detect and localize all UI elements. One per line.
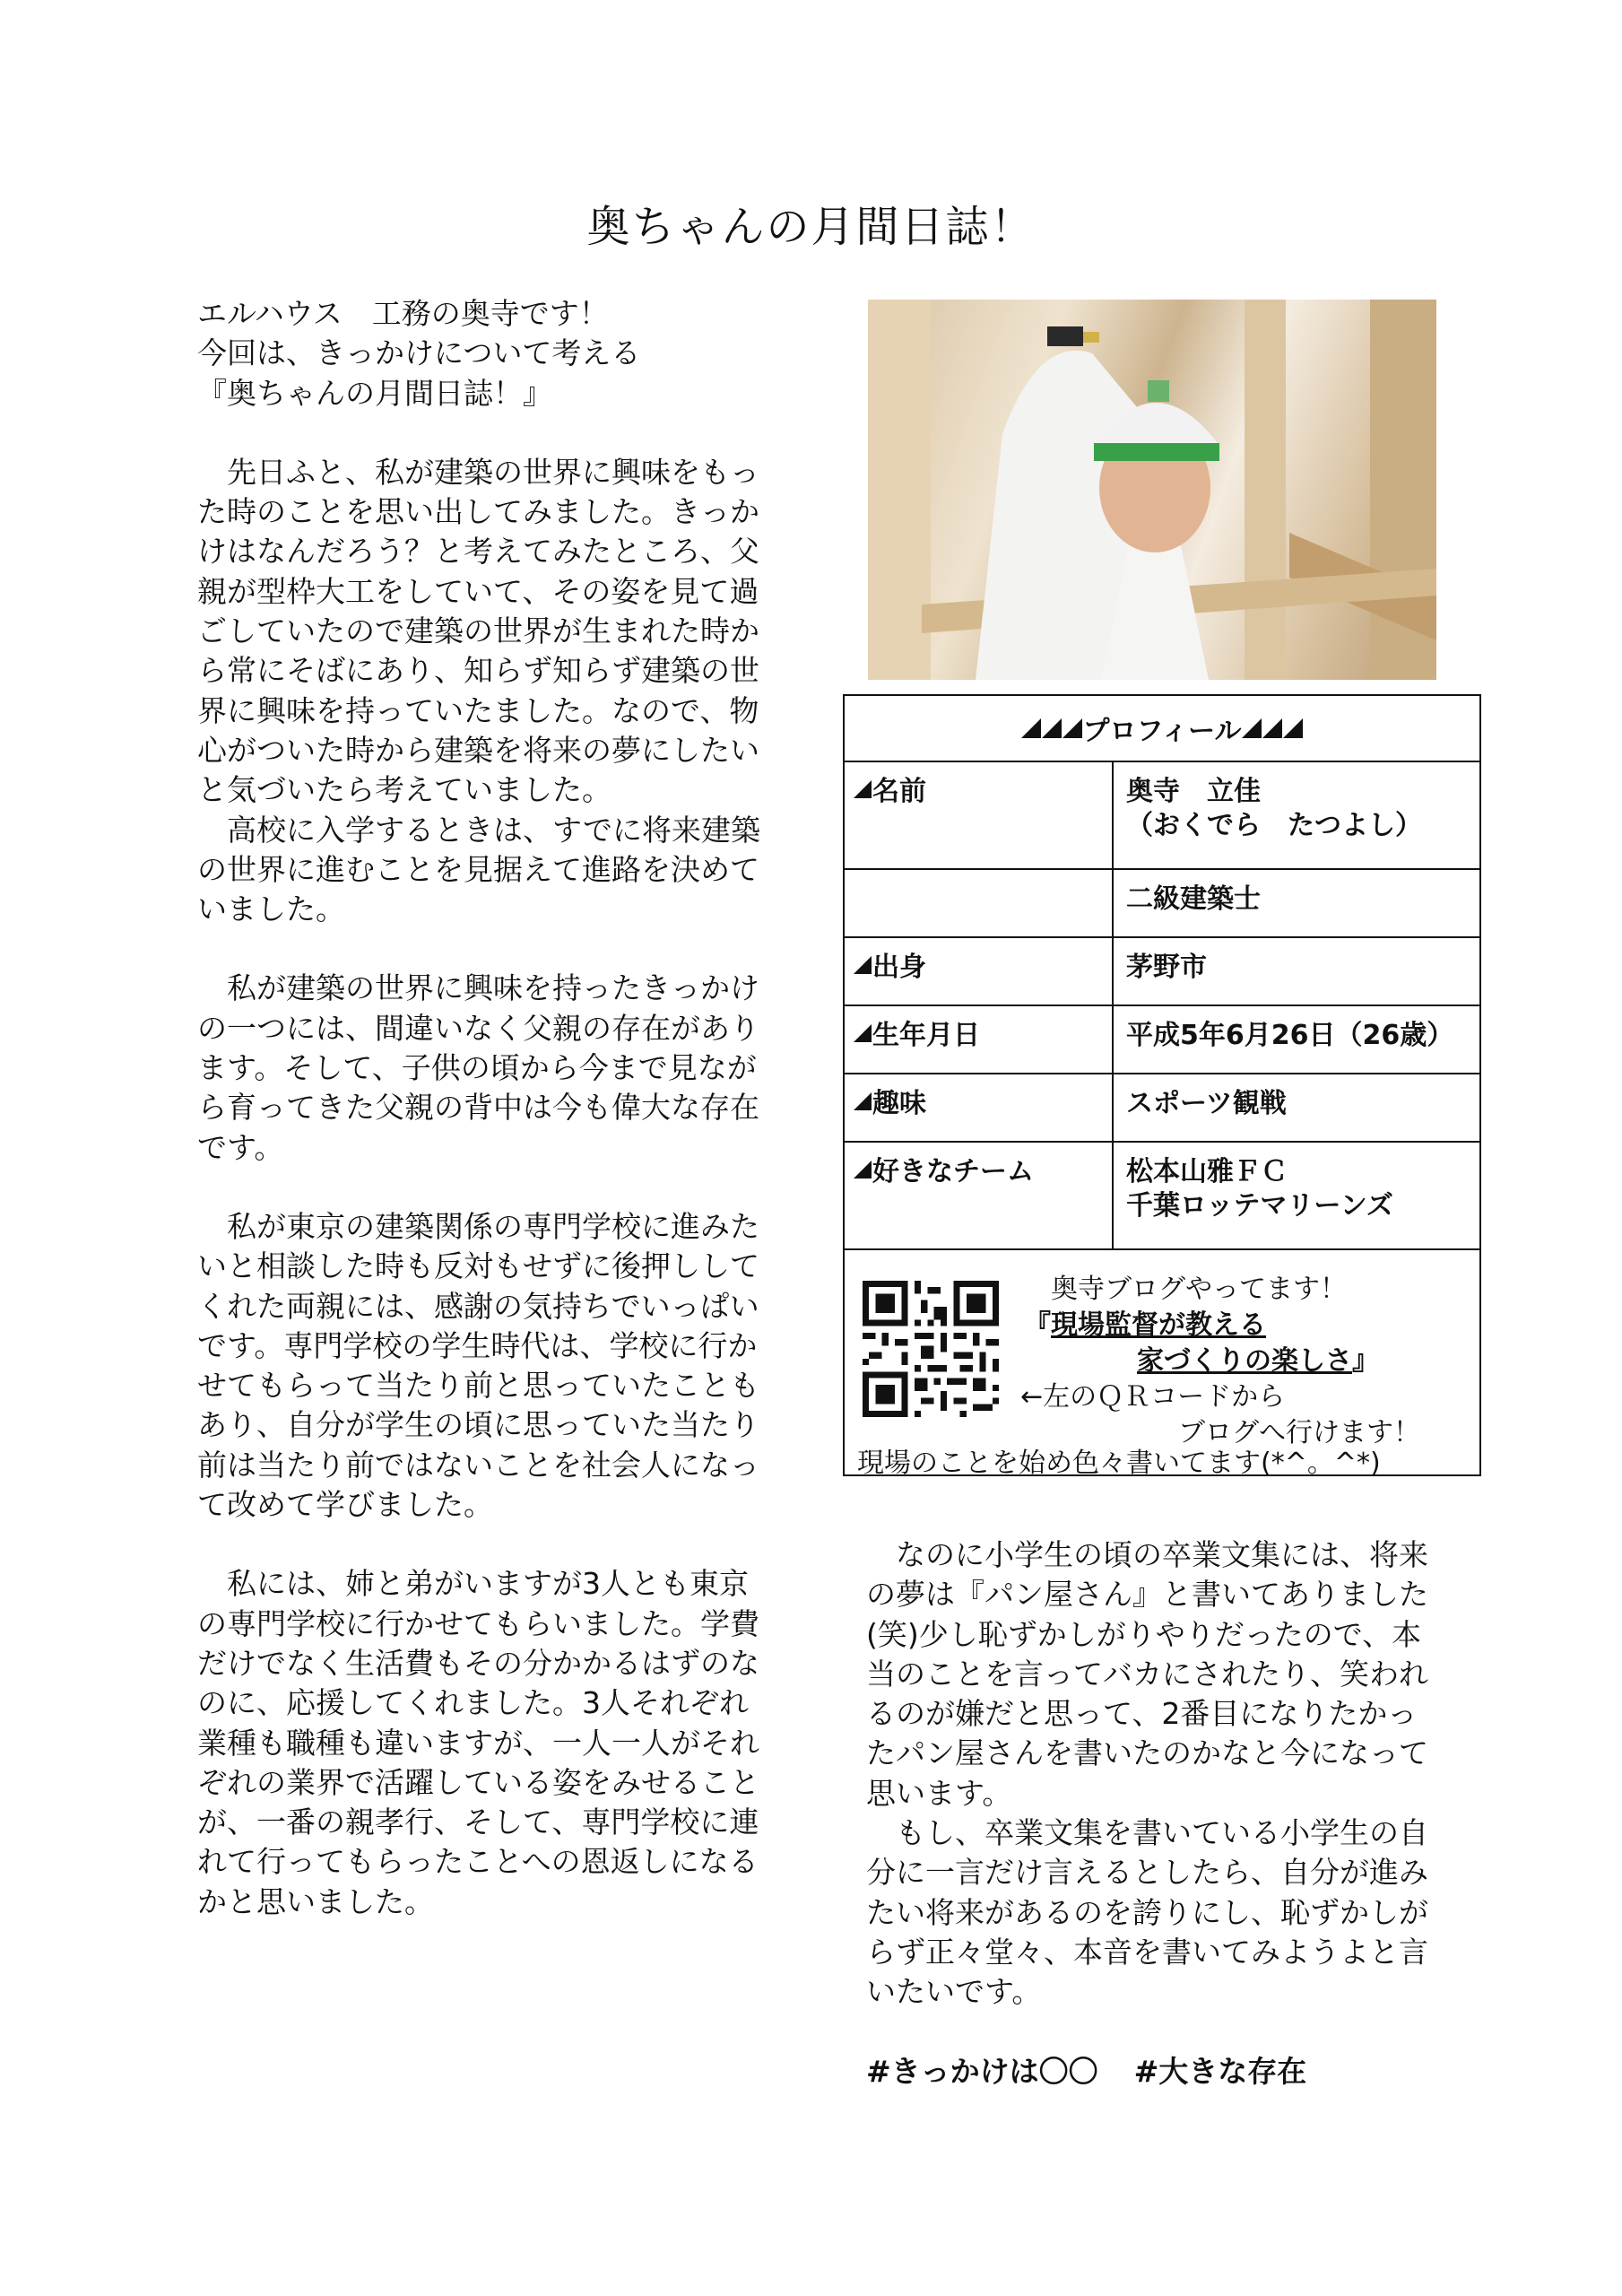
blog-title-link[interactable]: 現場監督が教える — [1051, 1309, 1266, 1341]
profile-value-name-reading: （おくでら たつよし） — [1126, 810, 1422, 841]
profile-header-label: プロフィール — [1082, 716, 1242, 747]
qr-code-icon[interactable] — [863, 1281, 999, 1417]
right-column — [866, 1535, 1440, 2092]
hashtag-2[interactable]: #大きな存在 — [1133, 2053, 1307, 2089]
profile-value-birthday: 平成5年6月26日（26歳） — [1126, 1020, 1454, 1051]
intro-line-1: エルハウス 工務の奥寺です！ — [197, 296, 609, 331]
profile-row-team — [845, 1141, 1479, 1248]
profile-label-team: 好きなチーム — [872, 1156, 1034, 1187]
profile-value-name: 奥寺 立佳 — [1126, 776, 1261, 807]
right-paragraph-2: もし、卒業文集を書いている小学生の自分に一言だけ言えるとしたら、自分が進みたい将来があるのを誇りにし、恥ずかしがらず正々堂々、本音を書いてみようよと言いたいです。 — [866, 1815, 1428, 2010]
profile-label-name: 名前 — [872, 776, 926, 807]
profile-value-team-2: 千葉ロッテマリーンズ — [1126, 1190, 1393, 1222]
profile-row-name — [845, 761, 1479, 868]
profile-value-team-1: 松本山雅ＦＣ — [1126, 1156, 1288, 1187]
black-triangle-icon — [1063, 718, 1082, 738]
blog-title-link-2[interactable]: 家づくりの楽しさ — [1137, 1345, 1352, 1377]
profile-table — [843, 694, 1481, 1479]
left-paragraph-5: 私には、姉と弟がいますが3人とも東京の専門学校に行かせてもらいました。学費だけでなく生活費もその分かかるはずのなのに、応援してくれました。3人それぞれ業種も職種も違いますが、一人一人がそれぞれの業界で活躍している姿をみせることが、一番の親孝行、そして、専門学校に連れて行ってもらったことへの恩返しになるかと思いました。 — [197, 1566, 759, 1919]
profile-row-birthday — [845, 1004, 1479, 1073]
left-paragraph-3: 私が建築の世界に興味を持ったきっかけの一つには、間違いなく父親の存在があります。そして、子供の頃から今まで見ながら育ってきた父親の背中は今も偉大な存在です。 — [197, 970, 759, 1165]
profile-value-hobby: スポーツ観戦 — [1126, 1088, 1287, 1119]
right-paragraph-1: なのに小学生の頃の卒業文集には、将来の夢は『パン屋さん』と書いてありました(笑)少し恥ずかしがりやりだったので、本当のことを言ってバカにされたり、笑われるのが嫌だと思って、2番目になりたかったパン屋さんを書いたのかなと今になって思います。 — [866, 1537, 1428, 1811]
hashtag-1[interactable]: #きっかけは〇〇 — [866, 2053, 1098, 2089]
black-triangle-icon — [854, 1161, 872, 1178]
black-triangle-icon — [854, 780, 872, 798]
intro-line-3: 『奥ちゃんの月間日誌！』 — [197, 375, 552, 411]
black-triangle-icon — [854, 1092, 872, 1110]
black-triangle-icon — [1262, 718, 1282, 738]
profile-row-hometown — [845, 936, 1479, 1004]
blog-line-6: 現場のことを始め色々書いてます(*^。^*) — [857, 1448, 1381, 1479]
blog-line-4: ←左のＱＲコードから — [1020, 1381, 1286, 1413]
profile-row-hobby — [845, 1073, 1479, 1141]
left-paragraph-4: 私が東京の建築関係の専門学校に進みたいと相談した時も反対もせずに後押ししてくれた両親には、感謝の気持ちでいっぱいです。専門学校の学生時代は、学校に行かせてもらって当たり前と思っていたこともあり、自分が学生の頃に思っていた当たり前は当たり前ではないことを社会人になって改めて学びました。 — [197, 1208, 759, 1523]
blog-section — [845, 1250, 1479, 1479]
profile-row-license — [845, 868, 1479, 936]
blog-line-5: ブログへ行けます！ — [1178, 1417, 1420, 1448]
profile-label-birthday: 生年月日 — [872, 1020, 980, 1051]
black-triangle-icon — [854, 1024, 872, 1042]
blog-line-3: 家づくりの楽しさ』 — [1137, 1345, 1379, 1377]
left-column — [197, 294, 771, 1922]
black-triangle-icon — [1042, 718, 1062, 738]
intro-line-2: 今回は、きっかけについて考える — [197, 335, 641, 371]
hashtags — [866, 2052, 1440, 2092]
left-paragraph-2: 高校に入学するときは、すでに将来建築の世界に進むことを見据えて進路を決めていました。 — [197, 812, 760, 927]
page-title: 奥ちゃんの月間日誌！ — [586, 202, 1036, 252]
black-triangle-icon — [854, 956, 872, 974]
profile-value-hometown: 茅野市 — [1126, 952, 1207, 983]
profile-label-hobby: 趣味 — [872, 1088, 926, 1119]
profile-header — [845, 696, 1479, 761]
black-triangle-icon — [1021, 718, 1041, 738]
profile-value-license: 二級建築士 — [1126, 883, 1261, 915]
left-paragraph-1: 先日ふと、私が建築の世界に興味をもった時のことを思い出してみました。きっかけはなんだろう？と考えてみたところ、父親が型枠大工をしていて、その姿を見て過ごしていたので建築の世界が生まれた時から常にそばにあり、知らず知らず建築の世界に興味を持っていたました。なので、物心がついた時から建築を将来の夢にしたいと気づいたら考えていました。 — [197, 454, 759, 808]
blog-line-2: 『現場監督が教える — [1024, 1309, 1266, 1341]
profile-label-hometown: 出身 — [872, 952, 926, 983]
black-triangle-icon — [1242, 718, 1262, 738]
blog-line-1: 奥寺ブログやってます！ — [1051, 1274, 1347, 1305]
worker-photo — [868, 300, 1436, 680]
black-triangle-icon — [1283, 718, 1303, 738]
